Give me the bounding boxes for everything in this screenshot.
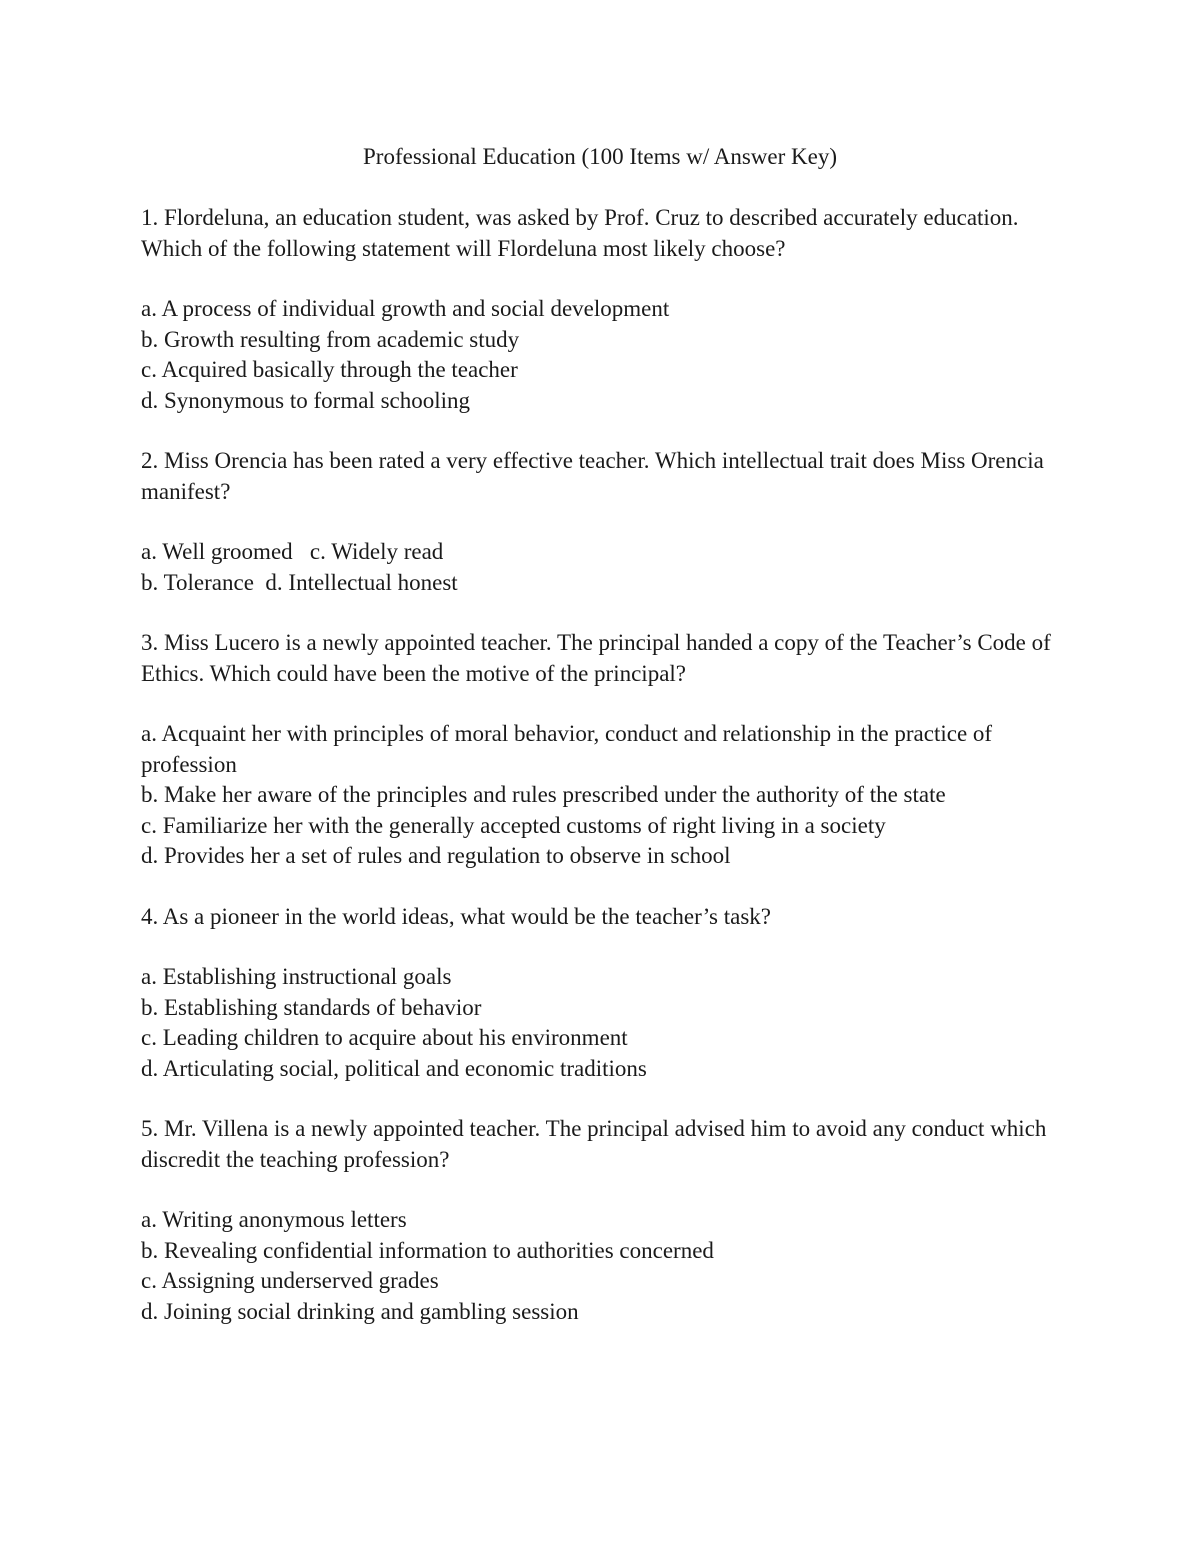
question-list [141,203,1061,1357]
option-b: b. Growth resulting from academic study [141,326,520,352]
option-c: c. Acquired basically through the teacher [141,357,518,382]
option-list [141,294,1061,416]
option-a: a. A process of individual growth and social development [141,296,670,321]
question-stem: 5. Mr. Villena is a newly appointed teacher. The principal advised him to avoid any conduct which discredit the teaching profession? [141,1116,1047,1172]
question-4 [141,902,1061,1085]
option-c: c. Leading children to acquire about his environment [141,1025,628,1050]
option-list [141,1205,1061,1327]
option-a: a. Writing anonymous letters [141,1207,407,1232]
question-5 [141,1114,1061,1327]
option-row-1: a. Well groomed c. Widely read [141,539,444,564]
option-a: a. Establishing instructional goals [141,964,452,989]
option-d: d. Articulating social, political and economic traditions [141,1055,647,1081]
option-b: b. Establishing standards of behavior [141,994,482,1020]
option-list [141,537,1061,598]
question-3 [141,628,1061,872]
option-d: d. Provides her a set of rules and regulation to observe in school [141,843,731,868]
document-title: Professional Education (100 Items w/ Answer Key) [363,144,837,169]
question-2 [141,446,1061,598]
option-c: c. Familiarize her with the generally accepted customs of right living in a society [141,812,886,838]
option-a: a. Acquaint her with principles of moral behavior, conduct and relationship in the practice of profession [141,721,993,777]
option-list [141,962,1061,1084]
question-stem: 1. Flordeluna, an education student, was asked by Prof. Cruz to described accurately education. Which of the following statement will Flordeluna most likely choose? [141,205,1019,261]
question-1 [141,203,1061,416]
option-row-2: b. Tolerance d. Intellectual honest [141,569,458,595]
option-d: d. Synonymous to formal schooling [141,387,471,413]
option-b: b. Revealing confidential information to authorities concerned [141,1237,714,1263]
option-d: d. Joining social drinking and gambling session [141,1298,579,1324]
question-stem: 3. Miss Lucero is a newly appointed teacher. The principal handed a copy of the Teacher’s Code of Ethics. Which could have been the motive of the principal? [141,630,1051,686]
question-stem: 2. Miss Orencia has been rated a very effective teacher. Which intellectual trait does Miss Orencia manifest? [141,448,1044,504]
option-c: c. Assigning underserved grades [141,1268,439,1293]
option-b: b. Make her aware of the principles and rules prescribed under the authority of the state [141,782,946,807]
question-stem: 4. As a pioneer in the world ideas, what would be the teacher’s task? [141,903,771,929]
option-list [141,719,1061,872]
